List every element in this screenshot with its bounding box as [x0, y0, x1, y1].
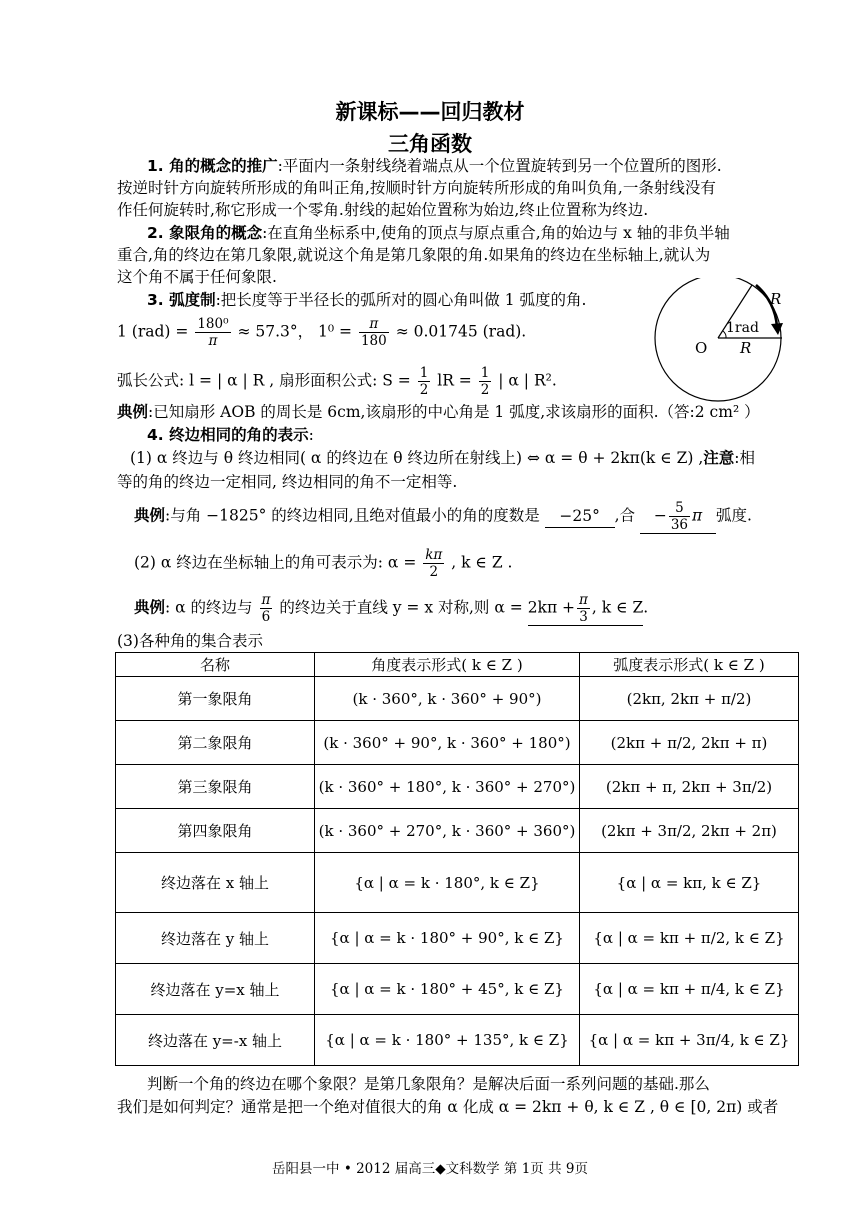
row-radian: (2kπ + π/2, 2kπ + π): [580, 721, 799, 765]
answer-blank-degrees: −25°: [545, 505, 615, 528]
s3-line1: 3. 弧度制:把长度等于半径长的弧所对的圆心角叫做 1 弧度的角.: [147, 291, 587, 309]
example1: 典例:已知扇形 AOB 的周长是 6cm,该扇形的中心角是 1 弧度,求该扇形的面积.（答:2 cm² ）: [117, 403, 760, 421]
s2-line2: 重合,角的终边在第几象限,就说这个角是第几象限的角.如果角的终边在坐标轴上,就认为: [117, 246, 711, 264]
table-header-row: [116, 653, 799, 677]
table-row: [116, 964, 799, 1015]
row-radian: {α | α = kπ + 3π/4, k ∈ Z}: [580, 1015, 799, 1066]
s1-line3: 作任何旋转时,称它形成一个零角.射线的起始位置称为始边,终止位置称为终边.: [117, 201, 649, 219]
circle-outline: [655, 278, 781, 401]
row-degree: {α | α = k · 180° + 45°, k ∈ Z}: [315, 964, 580, 1015]
answer-blank-alpha: 2kπ + $\frac{\pi}{3}$ , k ∈ Z: [527, 592, 644, 625]
row-name: 终边落在 x 轴上: [116, 853, 315, 913]
row-degree: (k · 360° + 270°, k · 360° + 360°): [315, 809, 580, 853]
radian-circle-figure: [650, 278, 800, 428]
s2-line1: 2. 象限角的概念:在直角坐标系中,使角的顶点与原点重合,角的始边与 x 轴的非负半轴: [147, 224, 730, 242]
page-title: 新课标——回归教材: [335, 100, 525, 124]
s1-line2: 按逆时针方向旋转所形成的角叫正角,按顺时针方向旋转所形成的角叫负角,一条射线没有: [117, 179, 716, 197]
header-degree: 角度表示形式( k ∈ Z ): [315, 653, 580, 677]
row-radian: {α | α = kπ + π/4, k ∈ Z}: [580, 964, 799, 1015]
table-row: [116, 721, 799, 765]
row-radian: (2kπ + π, 2kπ + 3π/2): [580, 765, 799, 809]
row-radian: {α | α = kπ, k ∈ Z}: [580, 853, 799, 913]
s1-line1: 1. 角的概念的推广:平面内一条射线绕着端点从一个位置旋转到另一个位置所的图形.: [147, 157, 722, 175]
example3: 典例: α 的终边与 $\frac{\pi}{6}$ 的终边关于直线 y = x 对称,则 α = 2kπ + $\frac{\pi}{3}$ , k ∈ Z.: [134, 592, 649, 625]
s2-line3: 这个角不属于任何象限.: [117, 268, 277, 286]
s4-2: (2) α 终边在坐标轴上的角可表示为: α = $\frac{k\pi}{2}$ , k ∈ Z .: [134, 547, 513, 580]
formula-arc: 弧长公式: l = | α | R , 扇形面积公式: S = $\frac{1}{2}$ lR = $\frac{1}{2}$ | α | R².: [117, 365, 557, 398]
page-subtitle: 三角函数: [388, 132, 472, 156]
closing-line2: 我们是如何判定？通常是把一个绝对值很大的角 α 化成 α = 2kπ + θ, k ∈ Z , θ ∈ [0, 2π) 或者: [117, 1098, 779, 1116]
row-radian: (2kπ, 2kπ + π/2): [580, 677, 799, 721]
row-degree: {α | α = k · 180° + 135°, k ∈ Z}: [315, 1015, 580, 1066]
angle-set-table: [115, 652, 799, 1066]
row-name: 终边落在 y=-x 轴上: [116, 1015, 315, 1066]
s4-3: (3)各种角的集合表示: [117, 632, 263, 650]
table-row: [116, 765, 799, 809]
answer-blank-radians: − $\frac{5}{36}$ π: [640, 500, 716, 534]
page-footer: 岳阳县一中 • 2012 届高三◆文科数学 第 1页 共 9页: [272, 1161, 588, 1177]
closing-line1: 判断一个角的终边在哪个象限？是第几象限角？是解决后面一系列问题的基础.那么: [147, 1075, 710, 1093]
label-r-radius: R: [740, 339, 752, 357]
row-degree: {α | α = k · 180° + 90°, k ∈ Z}: [315, 913, 580, 964]
row-radian: {α | α = kπ + π/2, k ∈ Z}: [580, 913, 799, 964]
row-name: 第四象限角: [116, 809, 315, 853]
row-name: 终边落在 y 轴上: [116, 913, 315, 964]
label-origin: O: [695, 339, 708, 357]
row-radian: (2kπ + 3π/2, 2kπ + 2π): [580, 809, 799, 853]
s4-1-line1: (1) α 终边与 θ 终边相同( α 的终边在 θ 终边所在射线上) ⇔ α = θ + 2kπ(k ∈ Z) ,注意:相: [130, 449, 756, 467]
row-name: 第三象限角: [116, 765, 315, 809]
label-1rad: 1rad: [726, 320, 759, 336]
s4-heading: 4. 终边相同的角的表示:: [147, 426, 314, 444]
label-r-arc: R: [770, 290, 782, 308]
table-row: [116, 1015, 799, 1066]
table-row: [116, 677, 799, 721]
s4-1-line2: 等的角的终边一定相同, 终边相同的角不一定相等.: [117, 473, 458, 491]
row-name: 终边落在 y=x 轴上: [116, 964, 315, 1015]
table-row: [116, 913, 799, 964]
row-name: 第一象限角: [116, 677, 315, 721]
row-name: 第二象限角: [116, 721, 315, 765]
formula-rad: 1 (rad) = $\frac{\text{180⁰}}{\pi}$ ≈ 57.3°， 1⁰ = $\frac{\pi}{180}$ ≈ 0.01745 (rad).: [117, 316, 527, 349]
table-row: [116, 853, 799, 913]
header-radian: 弧度表示形式( k ∈ Z ): [580, 653, 799, 677]
example2: 典例:与角 −1825° 的终边相同,且绝对值最小的角的度数是 −25° ,合 − $\frac{5}{36}$ π 弧度.: [134, 500, 752, 533]
table-row: [116, 809, 799, 853]
header-name: 名称: [116, 653, 315, 677]
row-degree: (k · 360° + 180°, k · 360° + 270°): [315, 765, 580, 809]
row-degree: {α | α = k · 180°, k ∈ Z}: [315, 853, 580, 913]
row-degree: (k · 360°, k · 360° + 90°): [315, 677, 580, 721]
row-degree: (k · 360° + 90°, k · 360° + 180°): [315, 721, 580, 765]
